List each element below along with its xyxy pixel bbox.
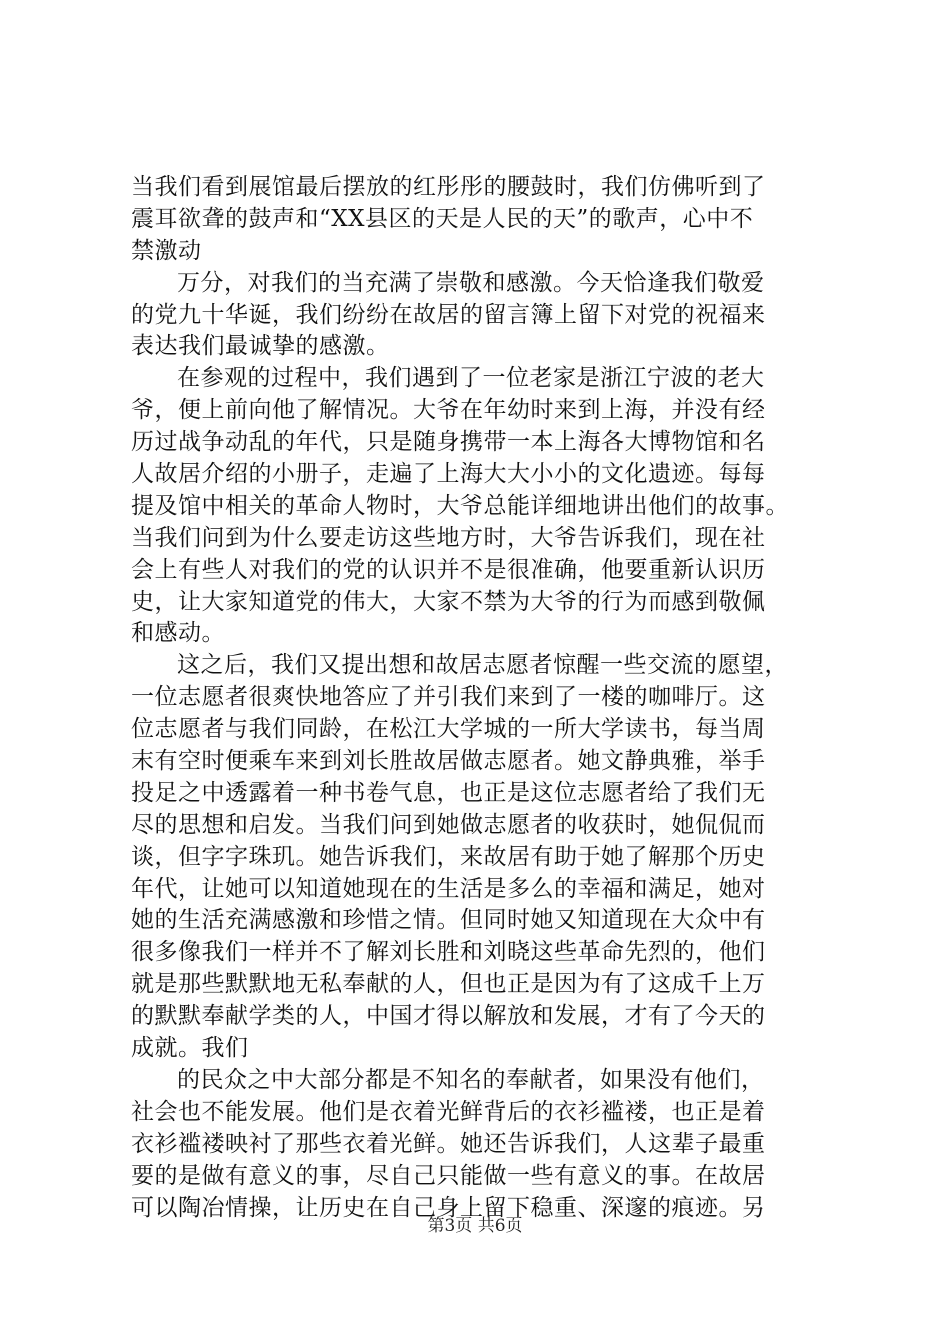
text-line: 震耳欲聋的鼓声和“XX县区的天是人民的天”的歌声，心中不 xyxy=(131,205,754,232)
text-line: 会上有些人对我们的党的认识并不是很准确，他要重新认识历 xyxy=(131,556,766,583)
text-line: 表达我们最诚挚的感激。 xyxy=(131,333,390,360)
text-line: 当我们问到为什么要走访这些地方时，大爷告诉我们，现在社 xyxy=(131,524,766,551)
text-line: 史，让大家知道党的伟大，大家不禁为大爷的行为而感到敬佩 xyxy=(131,588,766,615)
text-line: 的党九十华诞，我们纷纷在故居的留言簿上留下对党的祝福来 xyxy=(131,301,766,328)
text-line: 提及馆中相关的革命人物时，大爷总能详细地讲出他们的故事。 xyxy=(131,492,789,519)
page-number: 第3页 共6页 xyxy=(427,1216,523,1236)
body-text xyxy=(131,172,831,1224)
text-line: 末有空时便乘车来到刘长胜故居做志愿者。她文静典雅，举手 xyxy=(131,748,766,775)
text-line: 投足之中透露着一种书卷气息，也正是这位志愿者给了我们无 xyxy=(131,779,766,806)
text-line: 很多像我们一样并不了解刘长胜和刘晓这些革命先烈的，他们 xyxy=(131,939,766,966)
text-line: 在参观的过程中，我们遇到了一位老家是浙江宁波的老大 xyxy=(177,365,765,392)
text-line: 要的是做有意义的事，尽自己只能做一些有意义的事。在故居 xyxy=(131,1162,766,1189)
text-line: 的默默奉献学类的人，中国才得以解放和发展，才有了今天的 xyxy=(131,1003,766,1030)
text-line: 爷，便上前向他了解情况。大爷在年幼时来到上海，并没有经 xyxy=(131,397,766,424)
text-line: 年代，让她可以知道她现在的生活是多么的幸福和满足，她对 xyxy=(131,875,766,902)
text-line: 禁激动 xyxy=(131,237,202,264)
text-line: 人故居介绍的小册子，走遍了上海大大小小的文化遗迹。每每 xyxy=(131,461,766,488)
text-line: 万分，对我们的当充满了崇敬和感激。今天恰逢我们敬爱 xyxy=(177,269,765,296)
text-line: 尽的思想和启发。当我们问到她做志愿者的收获时，她侃侃而 xyxy=(131,811,766,838)
text-line: 一位志愿者很爽快地答应了并引我们来到了一楼的咖啡厅。这 xyxy=(131,684,766,711)
text-line: 这之后，我们又提出想和故居志愿者惊醒一些交流的愿望， xyxy=(177,652,788,679)
text-line: 位志愿者与我们同龄，在松江大学城的一所大学读书，每当周 xyxy=(131,716,766,743)
text-line: 衣衫褴褛映衬了那些衣着光鲜。她还告诉我们，人这辈子最重 xyxy=(131,1130,766,1157)
text-line: 谈，但字字珠玑。她告诉我们，来故居有助于她了解那个历史 xyxy=(131,843,766,870)
text-line: 当我们看到展馆最后摆放的红彤彤的腰鼓时，我们仿佛听到了 xyxy=(131,174,766,200)
text-line: 可以陶冶情操，让历史在自己身上留下稳重、深邃的痕迹。另 xyxy=(131,1194,766,1221)
text-line: 社会也不能发展。他们是衣着光鲜背后的衣衫褴褛，也正是着 xyxy=(131,1098,766,1125)
text-line: 就是那些默默地无私奉献的人，但也正是因为有了这成千上万 xyxy=(131,971,766,998)
text-line: 的民众之中大部分都是不知名的奉献者，如果没有他们， xyxy=(177,1066,765,1093)
text-line: 历过战争动乱的年代，只是随身携带一本上海各大博物馆和名 xyxy=(131,429,766,456)
text-line: 成就。我们 xyxy=(131,1035,249,1062)
text-line: 和感动。 xyxy=(131,620,225,647)
text-line: 她的生活充满感激和珍惜之情。但同时她又知道现在大众中有 xyxy=(131,907,766,934)
